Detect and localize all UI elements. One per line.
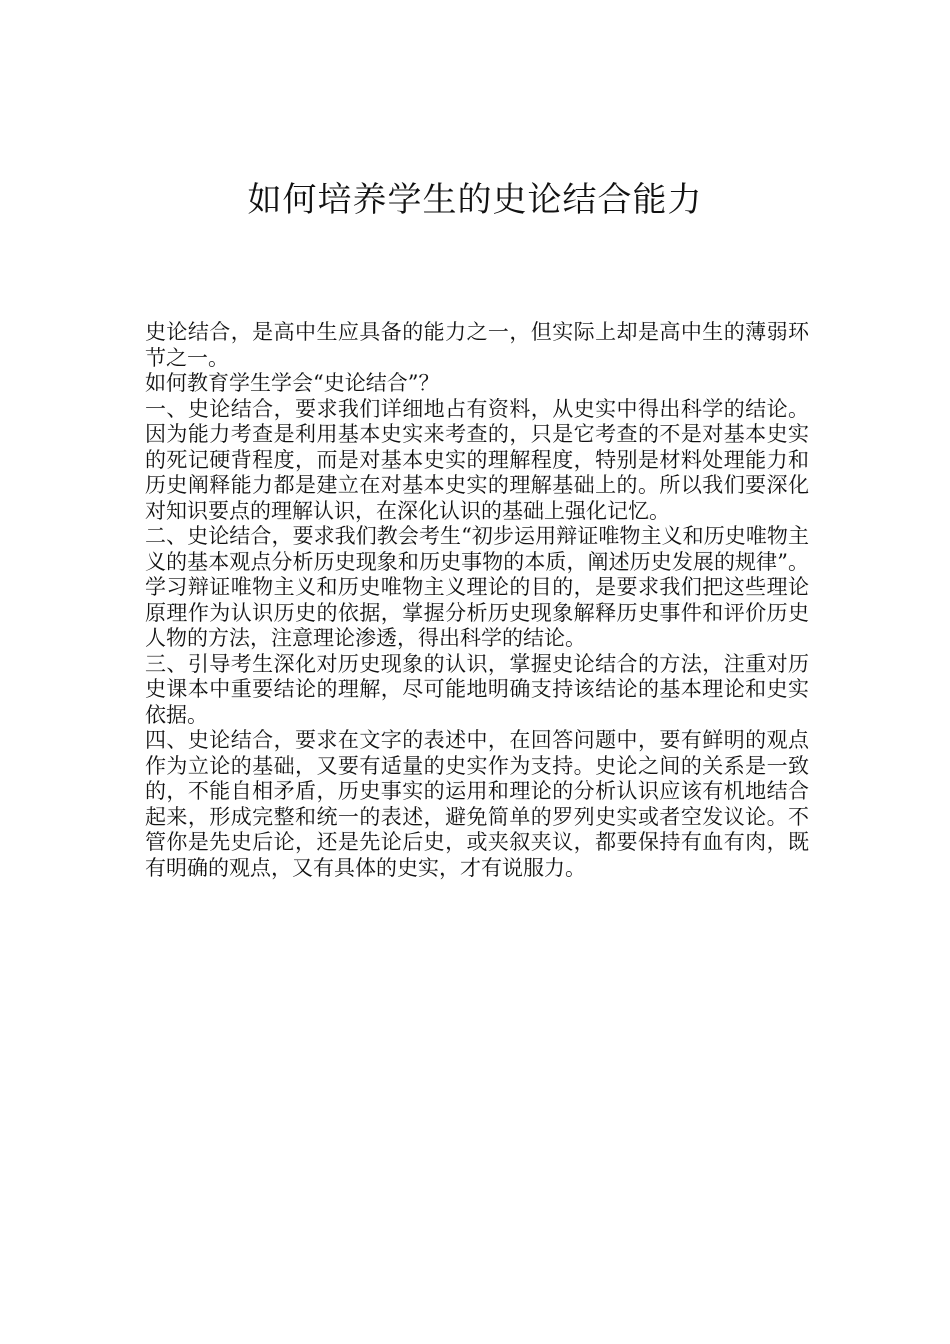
- paragraph-point-3: 三、引导考生深化对历史现象的认识，掌握史论结合的方法，注重对历史课本中重要结论的理解，尽可能地明确支持该结论的基本理论和史实依据。: [145, 651, 809, 727]
- document-body: [145, 320, 809, 881]
- paragraph-point-1: 一、史论结合，要求我们详细地占有资料，从史实中得出科学的结论。因为能力考查是利用基本史实来考查的，只是它考查的不是对基本史实的死记硬背程度，而是对基本史实的理解程度，特别是材料处理能力和历史阐释能力都是建立在对基本史实的理解基础上的。所以我们要深化对知识要点的理解认识，在深化认识的基础上强化记忆。: [145, 396, 809, 523]
- paragraph-point-4: 四、史论结合，要求在文字的表述中，在回答问题中，要有鲜明的观点作为立论的基础，又要有适量的史实作为支持。史论之间的关系是一致的，不能自相矛盾，历史事实的运用和理论的分析认识应该有机地结合起来，形成完整和统一的表述，避免简单的罗列史实或者空发议论。不管你是先史后论，还是先论后史，或夹叙夹议，都要保持有血有肉，既有明确的观点，又有具体的史实，才有说服力。: [145, 728, 809, 880]
- document-title: 如何培养学生的史论结合能力: [247, 180, 703, 220]
- paragraph-point-2: 二、史论结合，要求我们教会考生“初步运用辩证唯物主义和历史唯物主义的基本观点分析历史现象和历史事物的本质，阐述历史发展的规律”。学习辩证唯物主义和历史唯物主义理论的目的，是要求我们把这些理论原理作为认识历史的依据，掌握分析历史现象解释历史事件和评价历史人物的方法，注意理论渗透，得出科学的结论。: [145, 524, 809, 650]
- paragraph-intro: 史论结合，是高中生应具备的能力之一，但实际上却是高中生的薄弱环节之一。: [145, 320, 809, 370]
- paragraph-question: 如何教育学生学会“史论结合”？: [145, 371, 440, 395]
